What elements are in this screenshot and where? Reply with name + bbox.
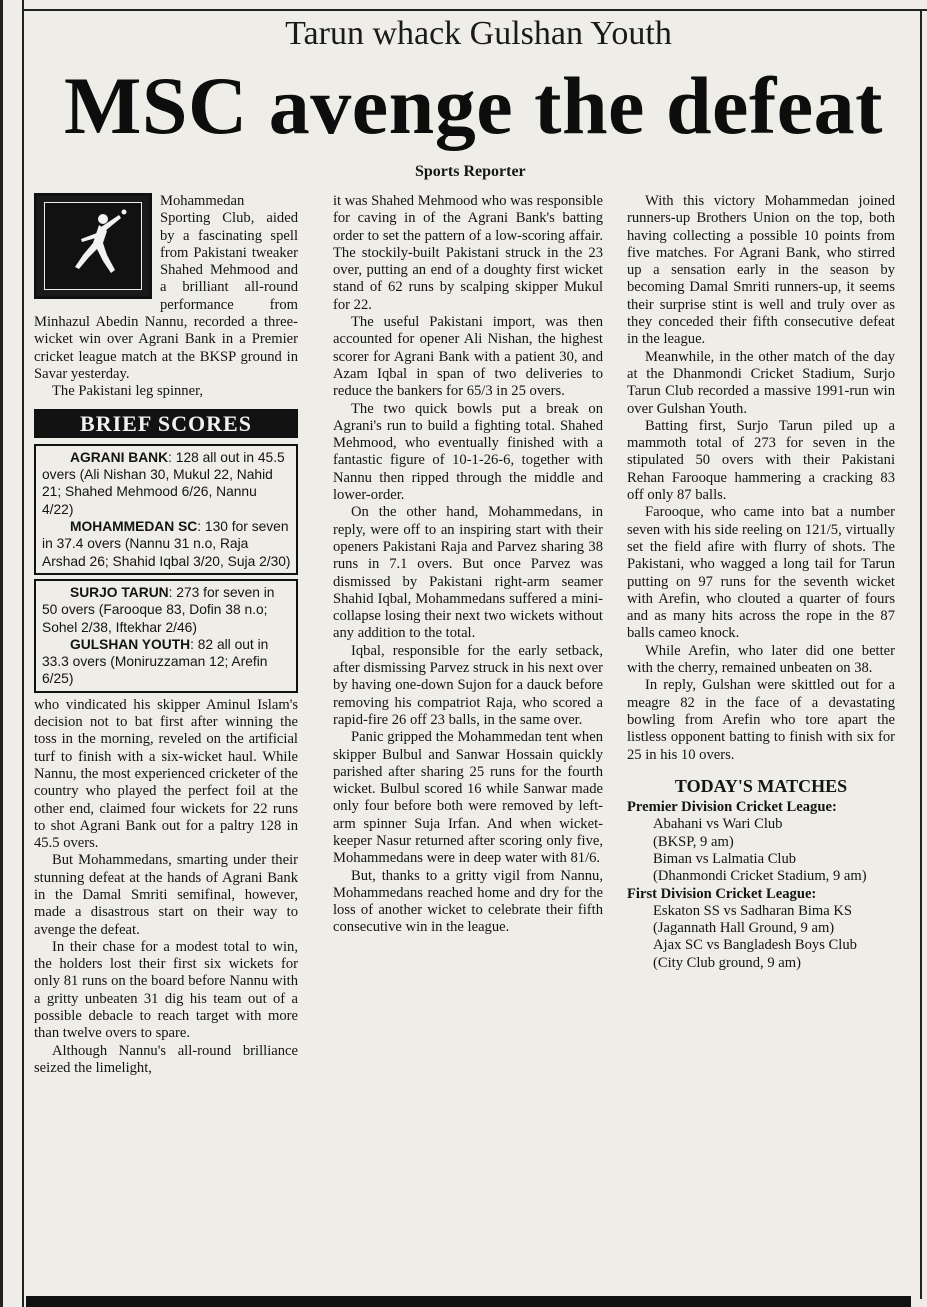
score-entry bbox=[42, 518, 292, 570]
paragraph: The Pakistani leg spinner, bbox=[52, 383, 203, 400]
todays-matches-heading: TODAY'S MATCHES bbox=[674, 775, 848, 796]
score-box-surjo-gulshan bbox=[34, 579, 298, 693]
right-rule bbox=[920, 9, 922, 1299]
brief-scores-heading: BRIEF SCORES bbox=[34, 409, 298, 438]
fixture-venue: (BKSP, 9 am) bbox=[653, 833, 734, 850]
article-column-3 bbox=[627, 193, 895, 972]
paragraph: But Mohammedans, smarting under their stunning defeat at the hands of Agrani Bank in the Damal Smriti semifinal, however, made a disastrous start on their way to avenge the defeat. bbox=[34, 852, 298, 938]
league-heading: Premier Division Cricket League: bbox=[627, 799, 837, 816]
score-entry bbox=[42, 636, 292, 688]
paragraph: Although Nannu's all-round brilliance seized the limelight, bbox=[34, 1042, 298, 1076]
paragraph: But, thanks to a gritty vigil from Nannu, Mohammedans reached home and dry for the loss of another wicket to celebrate their fifth consecutive win in the league. bbox=[333, 867, 603, 936]
fixture-venue: (City Club ground, 9 am) bbox=[653, 954, 801, 971]
score-entry bbox=[42, 449, 292, 518]
score-entry bbox=[42, 584, 292, 636]
paragraph: Farooque, who came into bat a number seven with his side reeling on 121/5, virtually set the field afire with flurry of shots. The Pakistani, who wagged a long tail for Tarun putting on 97 runs for the seventh wicket with Arefin, who clouted a quarter of fours and as many hits across the rope in the 87 balls cameo knock. bbox=[627, 504, 895, 642]
main-headline: MSC avenge the defeat bbox=[64, 60, 883, 151]
fixture: Abahani vs Wari Club bbox=[653, 816, 783, 833]
team-name: SURJO TARUN bbox=[70, 584, 169, 600]
byline: Sports Reporter bbox=[415, 163, 526, 180]
paragraph: Iqbal, responsible for the early setback, after dismissing Parvez struck in his next over by having one-down Sujon for a dauck before removing his compatriot Raja, who scored a rapid-fire 26 off 23 balls, in the same over. bbox=[333, 642, 603, 728]
paragraph: On the other hand, Mohammedans, in reply, were off to an inspiring start with their openers Pakistani Raja and Parvez sharing 38 runs in 7.1 overs. But once Parvez was dismissed by Pakistani right-arm seamer Shahid Iqbal, Mohammedans suffered a mini-collapse losing their next two wickets without any addition to the total. bbox=[333, 504, 603, 642]
article-column-2 bbox=[333, 193, 603, 937]
score-text: : 82 all out in 33.3 overs (Moniruzzaman 12; Arefin 6/25) bbox=[42, 636, 269, 687]
kicker-headline: Tarun whack Gulshan Youth bbox=[285, 15, 672, 52]
paragraph: it was Shahed Mehmood who was responsible for caving in of the Agrani Bank's batting order to set the pattern of a low-scoring affair. The stockily-built Pakistani struck in the 23 over, putting an end of a doughty first wicket stand of 62 runs by scalping skipper Mukul for 22. bbox=[333, 193, 603, 313]
score-box-agrani-mohammedan bbox=[34, 444, 298, 575]
intro-paragraph: Mohammedan Sporting Club, aided by a fascinating spell from Pakistani tweaker Shahed Mehmood and a brilliant all-round performance from Minhazul Abedin Nannu, recorded a three-wicket win over Agrani Bank in a Premier cricket league match at the BKSP ground in Savar yesterday. bbox=[34, 193, 298, 382]
top-rule bbox=[22, 9, 927, 11]
paragraph: While Arefin, who later did one better with the cherry, remained unbeaten on 38. bbox=[627, 642, 895, 677]
fixture: Biman vs Lalmatia Club bbox=[653, 850, 797, 867]
paragraph: With this victory Mohammedan joined runners-up Brothers Union on the top, both having collecting a possible 10 points from five matches. For Agrani Bank, who stirred up a sensation early in the season by becoming Damal Smriti runners-up, it seems their surprise stint is well and truly over as they conceded their fifth consecutive defeat in the league. bbox=[627, 193, 895, 348]
fixture-venue: (Jagannath Hall Ground, 9 am) bbox=[653, 920, 835, 937]
score-text: : 130 for seven in 37.4 overs (Nannu 31 n.o, Raja Arshad 26; Shahid Iqbal 3/20, Suja 2/30) bbox=[42, 519, 291, 569]
paragraph: In reply, Gulshan were skittled out for a meagre 82 in the face of a devastating bowling from Arefin who tore apart the listless opponent batting to finish with six for 25 in his 10 overs. bbox=[627, 677, 895, 763]
team-name: GULSHAN YOUTH bbox=[70, 636, 191, 652]
paragraph: who vindicated his skipper Aminul Islam's decision not to bat first after winning the toss in the morning, reveled on the artificial turf to finish with a six-wicket haul. While Nannu, the most experienced cricketer of the country who played the perfect foil at the other end, claimed four wickets for 22 runs to shot Agrani Bank out for a paltry 128 in 45.5 overs. bbox=[34, 696, 298, 852]
score-text: : 128 all out in 45.5 overs (Ali Nishan 30, Mukul 22, Nahid 21; Shahed Mehmood 6/26, Nannu 4/22) bbox=[42, 449, 285, 517]
paragraph: Meanwhile, in the other match of the day at the Dhanmondi Cricket Stadium, Surjo Tarun Club recorded a massive 1991-run win over Gulshan Youth. bbox=[627, 348, 895, 417]
paragraph: The useful Pakistani import, was then accounted for opener Ali Nishan, the highest scorer for Agrani Bank with a patient 30, and Azam Iqbal in span of two deliveries to reduce the bankers for 65/3 in 25 overs. bbox=[333, 314, 603, 400]
team-name: MOHAMMEDAN SC bbox=[70, 519, 198, 535]
score-text: : 273 for seven in 50 overs (Farooque 83, Dofin 38 n.o; Sohel 2/38, Iftekhar 2/46) bbox=[42, 584, 275, 635]
paragraph: Batting first, Surjo Tarun piled up a mammoth total of 273 for seven in the stipulated 50 overs with their Pakistani Rehan Farooque hammering a cracking 83 off only 87 balls. bbox=[627, 417, 895, 504]
cricket-bowler-icon bbox=[34, 193, 152, 299]
fixture: Ajax SC vs Bangladesh Boys Club bbox=[653, 937, 857, 954]
paragraph: The two quick bowls put a break on Agrani's run to build a fighting total. Shahed Mehmood, who eventually finished with a fantastic figure of 10-1-26-6, together with Nannu then ripped through the middle and lower-order. bbox=[333, 400, 603, 504]
article-column-1 bbox=[34, 193, 298, 1077]
team-name: AGRANI BANK bbox=[70, 449, 169, 465]
left-margin-rule bbox=[0, 0, 3, 1307]
bottom-rule bbox=[26, 1296, 911, 1307]
todays-matches-box bbox=[627, 775, 895, 972]
left-column-rule bbox=[22, 0, 24, 1307]
league-heading: First Division Cricket League: bbox=[627, 885, 817, 902]
fixture-venue: (Dhanmondi Cricket Stadium, 9 am) bbox=[653, 868, 867, 885]
paragraph: Panic gripped the Mohammedan tent when skipper Bulbul and Sanwar Hossain quickly parished after sharing 25 runs for the fourth wicket. Bulbul scored 16 while Sanwar made only four before both were removed by left-arm spinner Suja Irfan. And when wicket-keeper Nasur returned after scoring only five, Mohammedans were in deep water with 81/6. bbox=[333, 729, 603, 867]
fixture: Eskaton SS vs Sadharan Bima KS bbox=[653, 902, 853, 919]
paragraph: In their chase for a modest total to win, the holders lost their first six wickets for only 81 runs on the board before Nannu with a gritty unbeaten 31 dig his team out of a possible debacle to reach target with more than twelve overs to spare. bbox=[34, 938, 298, 1042]
